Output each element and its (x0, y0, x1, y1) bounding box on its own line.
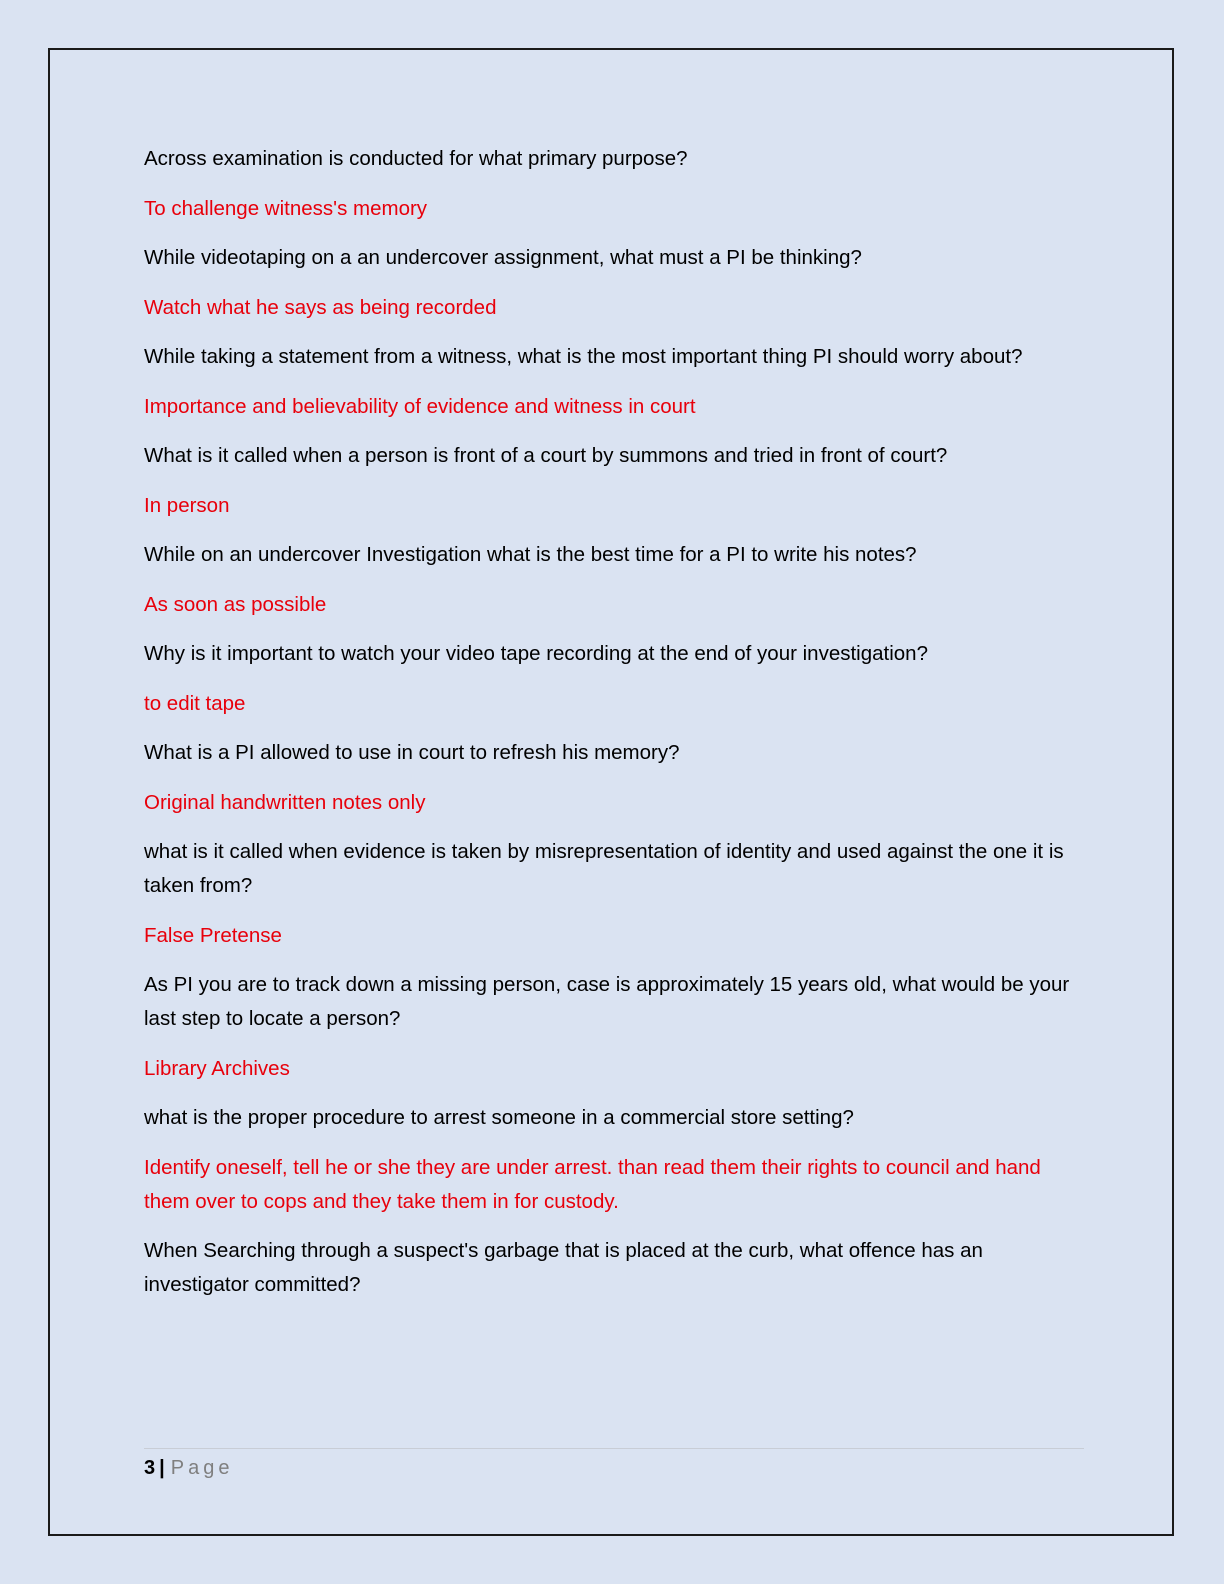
answer-paragraph: False Pretense (144, 923, 282, 947)
page-label: Page (170, 1457, 234, 1479)
page-footer (144, 1448, 1084, 1481)
footer-separator: | (159, 1457, 165, 1479)
question-paragraph: While videotaping on a an undercover assignment, what must a PI be thinking? (144, 246, 862, 269)
page-number: 3 (144, 1457, 156, 1479)
question-paragraph: As PI you are to track down a missing person, case is approximately 15 years old, what would be your last step to locate a person? (144, 973, 1070, 1030)
answer-paragraph: In person (144, 493, 230, 517)
question-paragraph: While on an undercover Investigation what is the best time for a PI to write his notes? (144, 543, 917, 566)
document-body (144, 142, 1084, 1318)
question-paragraph: what is it called when evidence is taken by misrepresentation of identity and used against the one it is taken from? (144, 840, 1064, 897)
answer-paragraph: Watch what he says as being recorded (144, 295, 497, 319)
answer-paragraph: Importance and believability of evidence and witness in court (144, 394, 696, 418)
question-paragraph: What is a PI allowed to use in court to refresh his memory? (144, 741, 680, 764)
question-paragraph: When Searching through a suspect's garbage that is placed at the curb, what offence has an investigator committed? (144, 1239, 983, 1296)
question-paragraph: Across examination is conducted for what primary purpose? (144, 147, 688, 170)
question-paragraph: Why is it important to watch your video tape recording at the end of your investigation? (144, 642, 928, 665)
question-paragraph: What is it called when a person is front of a court by summons and tried in front of court? (144, 444, 948, 467)
answer-paragraph: To challenge witness's memory (144, 196, 428, 220)
answer-paragraph: Identify oneself, tell he or she they are under arrest. than read them their rights to council and hand them over to cops and they take them in for custody. (144, 1155, 1041, 1213)
answer-paragraph: to edit tape (144, 691, 246, 715)
answer-paragraph: Library Archives (144, 1056, 290, 1080)
answer-paragraph: Original handwritten notes only (144, 790, 426, 814)
answer-paragraph: As soon as possible (144, 592, 327, 616)
question-paragraph: While taking a statement from a witness, what is the most important thing PI should worry about? (144, 345, 1023, 368)
question-paragraph: what is the proper procedure to arrest someone in a commercial store setting? (144, 1106, 854, 1129)
